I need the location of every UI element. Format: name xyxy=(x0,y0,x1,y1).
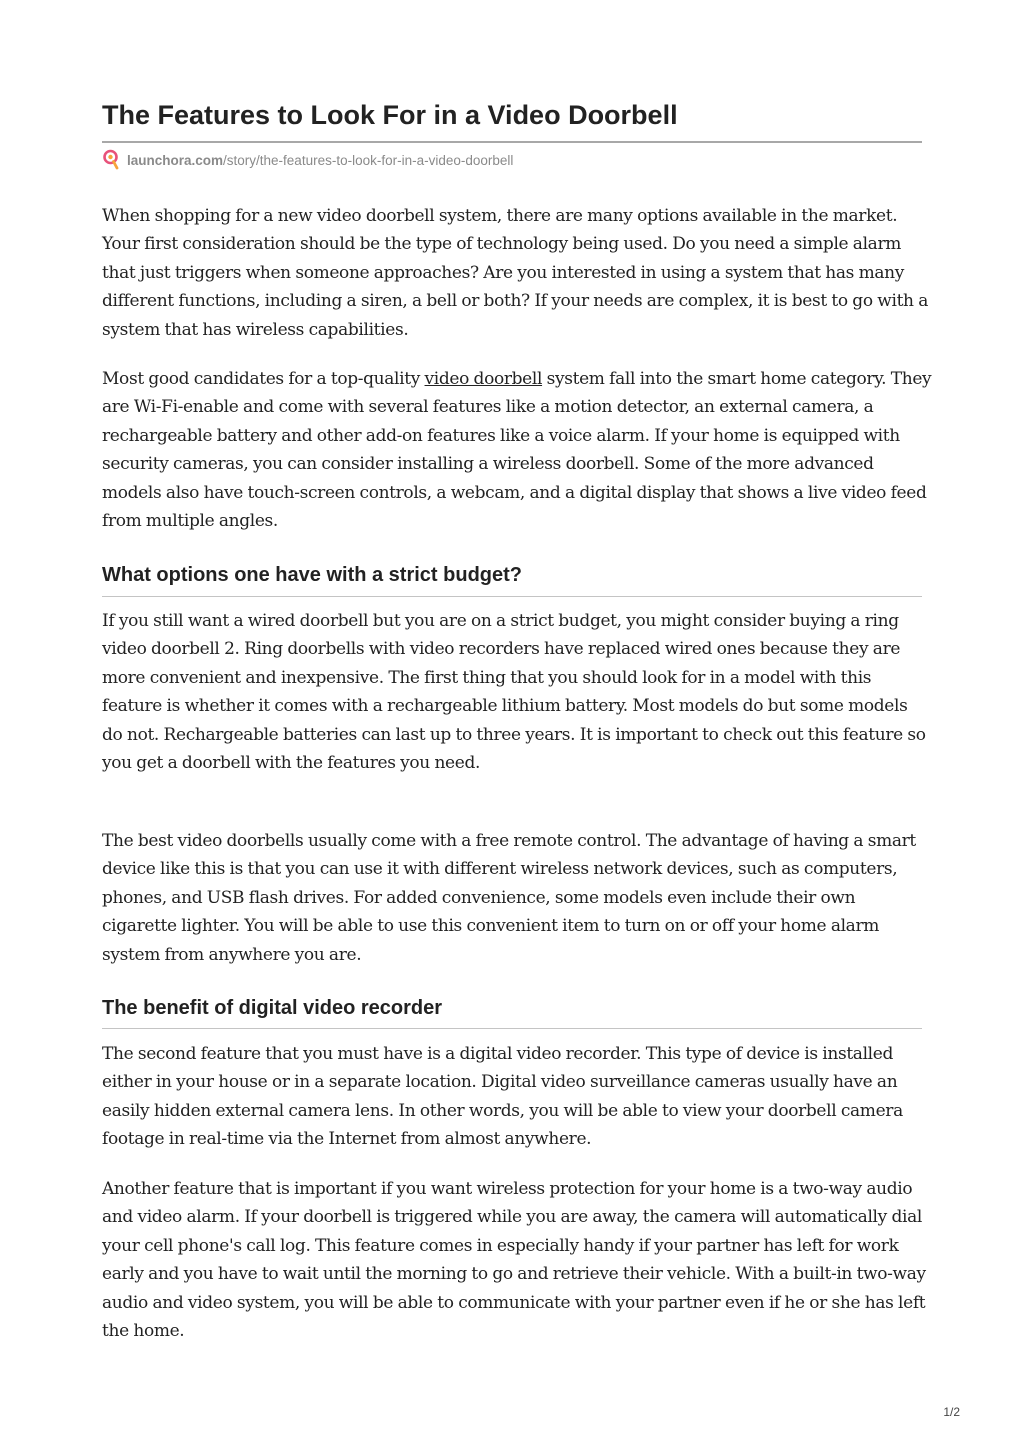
paragraph-text-after-link: system fall into the smart home category. They are Wi-Fi-enable and come with several features like a motion detector, an external camera, a rechargeable battery and other add-on features like a voice alarm. If your home is equipped with security cameras, you can consider installing a wireless doorbell. Some of the more advanced models also have touch-screen controls, a webcam, and a digital display that shows a live video feed from multiple angles. xyxy=(102,369,932,532)
source-path: /story/the-features-to-look-for-in-a-video-doorbell xyxy=(223,152,514,168)
title-divider xyxy=(102,141,922,143)
source-line xyxy=(102,149,513,171)
source-domain-link[interactable]: launchora.com xyxy=(127,152,224,168)
video-doorbell-link[interactable]: video doorbell xyxy=(424,369,543,389)
launchora-pin-logo-icon xyxy=(102,149,120,171)
section-heading-budget: What options one have with a strict budget? xyxy=(102,564,523,586)
budget-paragraph-2: The best video doorbells usually come with a free remote control. The advantage of having a smart device like this is that you can use it with different wireless network devices, such as computers, phones, and USB flash drives. For added convenience, some models even include their own cigarette lighter. You will be able to use this convenient item to turn on or off your home alarm system from anywhere you are. xyxy=(102,831,916,965)
paragraph-video-doorbell xyxy=(102,365,932,535)
intro-paragraph: When shopping for a new video doorbell system, there are many options available in the market. Your first consideration should be the type of technology being used. Do you need a simple alarm that just triggers when someone approaches? Are you interested in using a system that has many different functions, including a siren, a bell or both? If your needs are complex, it is best to go with a system that has wireless capabilities. xyxy=(102,206,928,340)
page-indicator: 1/2 xyxy=(943,1405,960,1419)
paragraph-text-before-link: Most good candidates for a top-quality xyxy=(102,369,425,389)
section-divider-budget xyxy=(102,596,922,597)
section-heading-dvr: The benefit of digital video recorder xyxy=(102,997,443,1019)
dvr-paragraph-2: Another feature that is important if you want wireless protection for your home is a two-way audio and video alarm. If your doorbell is triggered while you are away, the camera will automatically dial your cell phone's call log. This feature comes in especially handy if your partner has left for work early and you have to wait until the morning to go and retrieve their vehicle. With a built-in two-way audio and video system, you will be able to communicate with your partner even if he or she has left the home. xyxy=(102,1179,926,1342)
dvr-paragraph-1: The second feature that you must have is a digital video recorder. This type of device is installed either in your house or in a separate location. Digital video surveillance cameras usually have an easily hidden external camera lens. In other words, you will be able to view your doorbell camera footage in real-time via the Internet from almost anywhere. xyxy=(102,1044,903,1150)
article-title: The Features to Look For in a Video Doorbell xyxy=(102,100,678,130)
budget-paragraph-1: If you still want a wired doorbell but you are on a strict budget, you might consider buying a ring video doorbell 2. Ring doorbells with video recorders have replaced wired ones because they are more convenient and inexpensive. The first thing that you should look for in a model with this feature is whether it comes with a rechargeable lithium battery. Most models do but some models do not. Rechargeable batteries can last up to three years. It is important to check out this feature so you get a doorbell with the features you need. xyxy=(102,611,926,774)
section-divider-dvr xyxy=(102,1028,922,1029)
